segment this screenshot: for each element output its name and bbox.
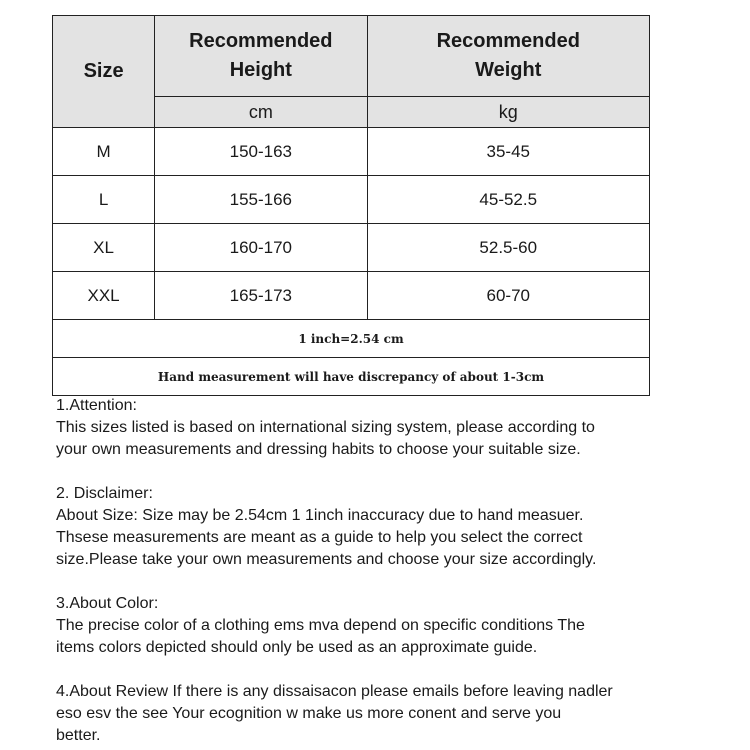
height-cell: 160-170	[155, 224, 367, 272]
height-cell: 155-166	[155, 176, 367, 224]
disclaimer-line: Thsese measurements are meant as a guide to help you select the correct	[56, 529, 583, 546]
weight-cell: 52.5-60	[367, 224, 650, 272]
review-line: eso esv the see Your ecognition w make us more conent and serve you	[56, 705, 562, 722]
table-row	[53, 176, 650, 224]
height-cell: 165-173	[155, 272, 367, 320]
attention-line: This sizes listed is based on international sizing system, please according to	[56, 419, 595, 436]
size-cell: XXL	[53, 272, 155, 320]
header-weight-line2: Weight	[475, 59, 542, 81]
review-line: 4.About Review If there is any dissaisacon please emails before leaving nadler	[56, 683, 613, 700]
weight-cell: 45-52.5	[367, 176, 650, 224]
header-height	[155, 16, 367, 97]
height-cell: 150-163	[155, 128, 367, 176]
conversion-note: 1 inch=2.54 cm	[53, 320, 650, 358]
color-line: items colors depicted should only be used as an approximate guide.	[56, 639, 538, 656]
measurement-note: Hand measurement will have discrepancy of about 1-3cm	[53, 358, 650, 396]
size-cell: M	[53, 128, 155, 176]
disclaimer-line: About Size: Size may be 2.54cm 1 1inch inaccuracy due to hand measuer.	[56, 507, 584, 524]
table-row	[53, 224, 650, 272]
weight-cell: 60-70	[367, 272, 650, 320]
header-height-line1: Recommended	[189, 30, 333, 52]
header-height-line2: Height	[229, 59, 292, 81]
review-line: better.	[56, 727, 101, 744]
size-chart-table	[52, 15, 650, 396]
table-row	[53, 128, 650, 176]
notes-section	[56, 395, 696, 747]
header-weight	[367, 16, 650, 97]
header-size	[53, 16, 155, 128]
weight-cell: 35-45	[367, 128, 650, 176]
disclaimer-line: size.Please take your own measurements and choose your size accordingly.	[56, 551, 597, 568]
attention-line: your own measurements and dressing habits to choose your suitable size.	[56, 441, 581, 458]
header-weight-line1: Recommended	[436, 30, 580, 52]
attention-title: 1.Attention:	[56, 397, 137, 414]
unit-height: cm	[155, 97, 367, 128]
size-cell: L	[53, 176, 155, 224]
unit-weight: kg	[367, 97, 650, 128]
color-line: The precise color of a clothing ems mva depend on specific conditions The	[56, 617, 585, 634]
size-cell: XL	[53, 224, 155, 272]
header-size-label: Size	[83, 60, 124, 82]
color-title: 3.About Color:	[56, 595, 159, 612]
table-row	[53, 272, 650, 320]
disclaimer-title: 2. Disclaimer:	[56, 485, 153, 502]
